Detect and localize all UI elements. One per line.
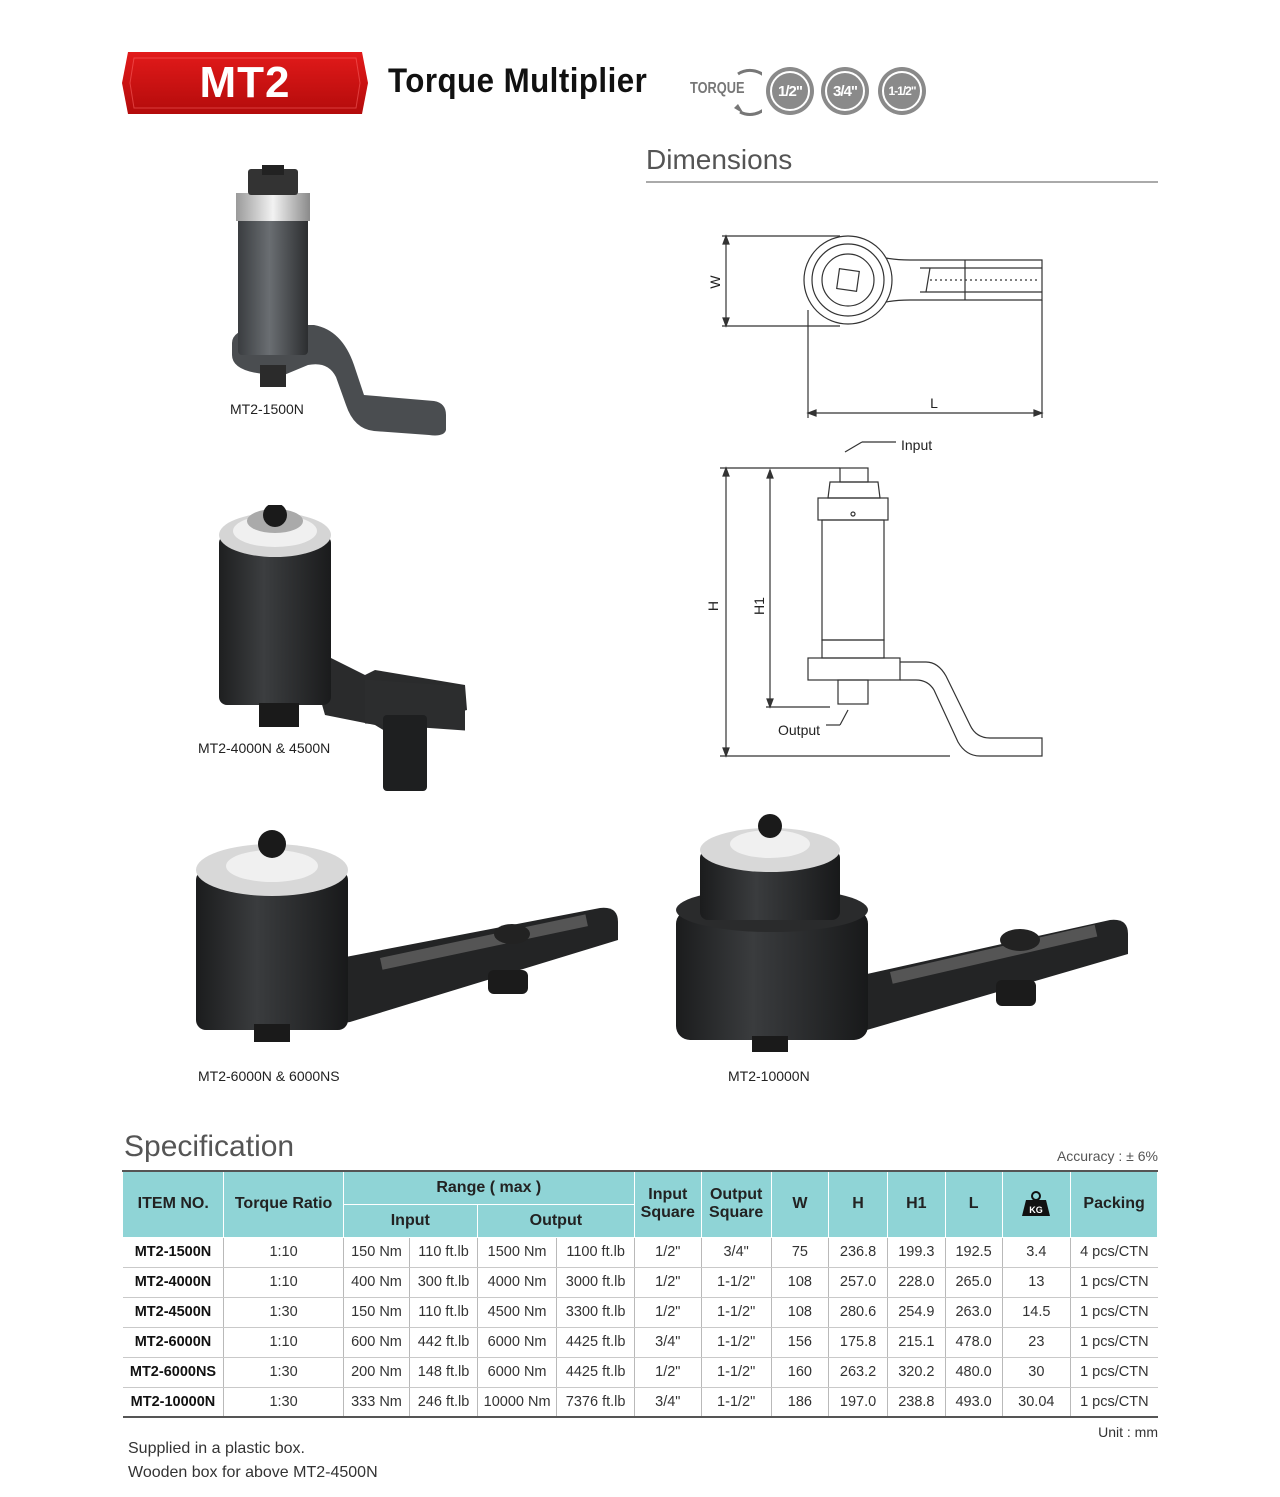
product-image-mt2-1500n bbox=[224, 165, 454, 440]
table-cell: 1-1/2" bbox=[701, 1357, 771, 1387]
col-header-packing: Packing bbox=[1071, 1171, 1158, 1237]
size-badge-text: 1/2" bbox=[770, 71, 810, 111]
table-cell: 228.0 bbox=[887, 1267, 945, 1297]
table-row bbox=[123, 1267, 1158, 1297]
table-row bbox=[123, 1387, 1158, 1417]
table-cell: 3300 ft.lb bbox=[557, 1297, 635, 1327]
unit-note: Unit : mm bbox=[1098, 1424, 1158, 1440]
table-cell: 1:30 bbox=[224, 1387, 343, 1417]
packaging-note: Supplied in a plastic box. bbox=[128, 1440, 305, 1457]
dim-label-l: L bbox=[930, 395, 938, 411]
table-cell: 1:10 bbox=[224, 1327, 343, 1357]
col-header-range: Range ( max ) bbox=[343, 1171, 634, 1204]
dimension-drawing bbox=[690, 220, 1070, 765]
model-badge bbox=[122, 52, 368, 114]
table-cell: 150 Nm bbox=[343, 1237, 410, 1267]
table-cell: 148 ft.lb bbox=[410, 1357, 478, 1387]
table-cell: 6000 Nm bbox=[477, 1327, 557, 1357]
table-cell: 10000 Nm bbox=[477, 1387, 557, 1417]
table-cell: 1500 Nm bbox=[477, 1237, 557, 1267]
col-header-input: Input bbox=[343, 1204, 477, 1237]
table-cell: 156 bbox=[771, 1327, 829, 1357]
table-cell: 1-1/2" bbox=[701, 1297, 771, 1327]
table-cell: 108 bbox=[771, 1297, 829, 1327]
table-cell: 7376 ft.lb bbox=[557, 1387, 635, 1417]
table-cell: 300 ft.lb bbox=[410, 1267, 478, 1297]
table-cell: 30.04 bbox=[1002, 1387, 1071, 1417]
top-view-drawing bbox=[722, 236, 1042, 418]
item-number-cell: MT2-4500N bbox=[123, 1297, 224, 1327]
table-cell: 3/4" bbox=[634, 1327, 701, 1357]
item-number-cell: MT2-6000N bbox=[123, 1327, 224, 1357]
table-cell: 1-1/2" bbox=[701, 1387, 771, 1417]
table-cell: 160 bbox=[771, 1357, 829, 1387]
table-cell: 3.4 bbox=[1002, 1237, 1071, 1267]
page-title: Torque Multiplier bbox=[388, 62, 648, 100]
table-cell: 110 ft.lb bbox=[410, 1297, 478, 1327]
table-row bbox=[123, 1327, 1158, 1357]
dim-label-input: Input bbox=[901, 437, 933, 453]
weight-kg-text: KG bbox=[1029, 1205, 1044, 1216]
table-cell: 13 bbox=[1002, 1267, 1071, 1297]
table-cell: 1/2" bbox=[634, 1297, 701, 1327]
table-cell: 493.0 bbox=[945, 1387, 1002, 1417]
table-cell: 197.0 bbox=[829, 1387, 888, 1417]
table-cell: 23 bbox=[1002, 1327, 1071, 1357]
table-cell: 4500 Nm bbox=[477, 1297, 557, 1327]
dimensions-divider bbox=[646, 181, 1158, 183]
col-header-ratio: Torque Ratio bbox=[224, 1171, 343, 1237]
table-row bbox=[123, 1297, 1158, 1327]
table-cell: 1/2" bbox=[634, 1267, 701, 1297]
table-row bbox=[123, 1237, 1158, 1267]
table-cell: 263.0 bbox=[945, 1297, 1002, 1327]
table-cell: 150 Nm bbox=[343, 1297, 410, 1327]
col-header-output: Output bbox=[477, 1204, 634, 1237]
table-cell: 215.1 bbox=[887, 1327, 945, 1357]
table-cell: 442 ft.lb bbox=[410, 1327, 478, 1357]
table-cell: 1-1/2" bbox=[701, 1267, 771, 1297]
table-cell: 199.3 bbox=[887, 1237, 945, 1267]
dim-label-output: Output bbox=[778, 722, 821, 738]
item-number-cell: MT2-1500N bbox=[123, 1237, 224, 1267]
table-cell: 30 bbox=[1002, 1357, 1071, 1387]
torque-label: TORQUE bbox=[690, 80, 745, 97]
specification-table bbox=[122, 1170, 1158, 1418]
table-cell: 400 Nm bbox=[343, 1267, 410, 1297]
table-cell: 3000 ft.lb bbox=[557, 1267, 635, 1297]
col-header-item: ITEM NO. bbox=[123, 1171, 224, 1237]
table-cell: 200 Nm bbox=[343, 1357, 410, 1387]
accuracy-note: Accuracy : ± 6% bbox=[1056, 1148, 1158, 1164]
item-number-cell: MT2-6000NS bbox=[123, 1357, 224, 1387]
weight-kg-icon bbox=[1020, 1190, 1052, 1218]
table-cell: 4000 Nm bbox=[477, 1267, 557, 1297]
table-cell: 1:10 bbox=[224, 1237, 343, 1267]
table-cell: 1:30 bbox=[224, 1297, 343, 1327]
packaging-note: Wooden box for above MT2-4500N bbox=[128, 1464, 378, 1481]
size-badge-text: 1-1/2" bbox=[882, 71, 922, 111]
col-header-weight bbox=[1002, 1171, 1071, 1237]
col-header-input-square: Input Square bbox=[634, 1171, 701, 1237]
table-cell: 192.5 bbox=[945, 1237, 1002, 1267]
dim-label-h: H bbox=[705, 600, 721, 612]
col-header-w: W bbox=[771, 1171, 829, 1237]
table-cell: 6000 Nm bbox=[477, 1357, 557, 1387]
table-cell: 1 pcs/CTN bbox=[1071, 1357, 1158, 1387]
dim-label-w: W bbox=[707, 275, 723, 289]
table-cell: 110 ft.lb bbox=[410, 1237, 478, 1267]
table-cell: 175.8 bbox=[829, 1327, 888, 1357]
table-cell: 1:10 bbox=[224, 1267, 343, 1297]
table-row bbox=[123, 1357, 1158, 1387]
col-header-h: H bbox=[829, 1171, 888, 1237]
dimensions-title: Dimensions bbox=[646, 144, 793, 175]
badge-text: MT2 bbox=[199, 58, 291, 107]
table-cell: 236.8 bbox=[829, 1237, 888, 1267]
table-cell: 333 Nm bbox=[343, 1387, 410, 1417]
product-label: MT2-1500N bbox=[230, 401, 304, 417]
item-number-cell: MT2-10000N bbox=[123, 1387, 224, 1417]
table-cell: 4425 ft.lb bbox=[557, 1327, 635, 1357]
table-cell: 265.0 bbox=[945, 1267, 1002, 1297]
table-cell: 1/2" bbox=[634, 1357, 701, 1387]
table-cell: 4425 ft.lb bbox=[557, 1357, 635, 1387]
size-badge-one-half-icon bbox=[878, 67, 926, 115]
table-cell: 1-1/2" bbox=[701, 1327, 771, 1357]
item-number-cell: MT2-4000N bbox=[123, 1267, 224, 1297]
col-header-h1: H1 bbox=[887, 1171, 945, 1237]
product-image-mt2-10000n bbox=[670, 810, 1135, 1055]
table-cell: 1 pcs/CTN bbox=[1071, 1387, 1158, 1417]
table-cell: 280.6 bbox=[829, 1297, 888, 1327]
table-cell: 600 Nm bbox=[343, 1327, 410, 1357]
table-cell: 1 pcs/CTN bbox=[1071, 1327, 1158, 1357]
table-cell: 1/2" bbox=[634, 1237, 701, 1267]
table-cell: 3/4" bbox=[701, 1237, 771, 1267]
table-cell: 186 bbox=[771, 1387, 829, 1417]
table-cell: 257.0 bbox=[829, 1267, 888, 1297]
table-cell: 1 pcs/CTN bbox=[1071, 1267, 1158, 1297]
table-cell: 320.2 bbox=[887, 1357, 945, 1387]
table-cell: 254.9 bbox=[887, 1297, 945, 1327]
size-badge-three-quarter-icon bbox=[821, 67, 869, 115]
size-badge-text: 3/4" bbox=[825, 71, 865, 111]
col-header-output-square: Output Square bbox=[701, 1171, 771, 1237]
table-cell: 246 ft.lb bbox=[410, 1387, 478, 1417]
table-cell: 238.8 bbox=[887, 1387, 945, 1417]
table-cell: 3/4" bbox=[634, 1387, 701, 1417]
table-cell: 1:30 bbox=[224, 1357, 343, 1387]
product-label: MT2-4000N & 4500N bbox=[198, 740, 331, 756]
table-cell: 4 pcs/CTN bbox=[1071, 1237, 1158, 1267]
product-image-mt2-6000n-6000ns bbox=[190, 830, 620, 1045]
table-cell: 478.0 bbox=[945, 1327, 1002, 1357]
side-view-drawing bbox=[720, 442, 1042, 756]
table-cell: 1100 ft.lb bbox=[557, 1237, 635, 1267]
specification-title: Specification bbox=[124, 1130, 295, 1163]
table-cell: 263.2 bbox=[829, 1357, 888, 1387]
table-cell: 1 pcs/CTN bbox=[1071, 1297, 1158, 1327]
product-label: MT2-6000N & 6000NS bbox=[198, 1068, 340, 1084]
dim-label-h1: H1 bbox=[751, 597, 767, 615]
col-header-l: L bbox=[945, 1171, 1002, 1237]
table-cell: 75 bbox=[771, 1237, 829, 1267]
table-cell: 14.5 bbox=[1002, 1297, 1071, 1327]
table-cell: 480.0 bbox=[945, 1357, 1002, 1387]
product-label: MT2-10000N bbox=[728, 1068, 810, 1084]
size-badge-half-icon bbox=[766, 67, 814, 115]
table-cell: 108 bbox=[771, 1267, 829, 1297]
